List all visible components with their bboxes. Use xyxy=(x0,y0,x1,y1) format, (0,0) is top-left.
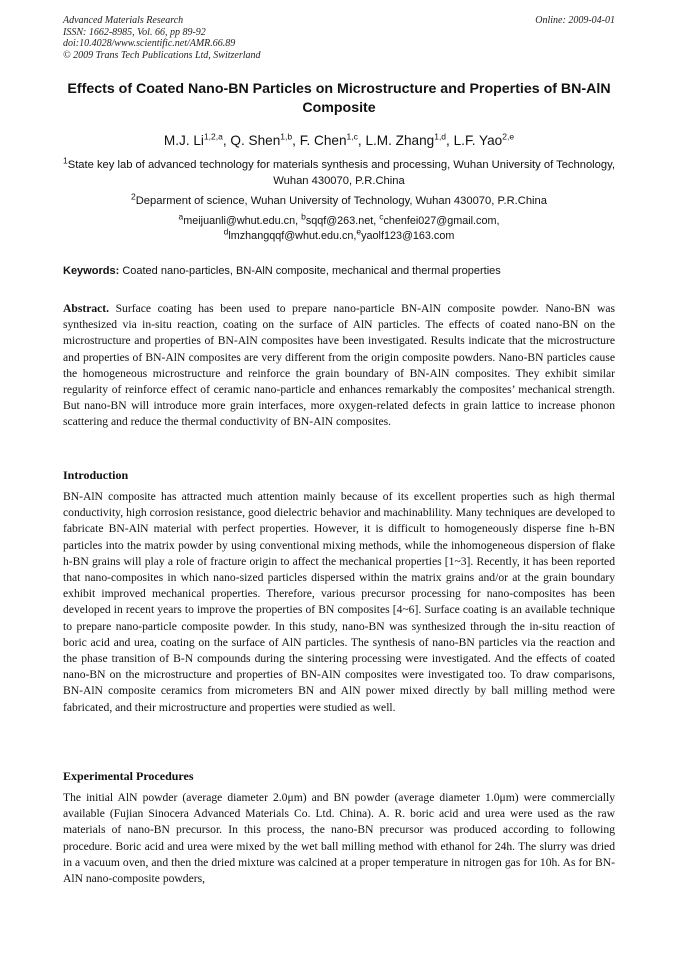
email-superscript: b xyxy=(301,211,306,222)
experimental-heading: Experimental Procedures xyxy=(63,769,194,783)
author-list xyxy=(63,132,615,150)
email-address: chenfei027@gmail.com, xyxy=(383,215,500,227)
author-name: L.F. Yao xyxy=(453,133,503,148)
author-superscript: 1,b xyxy=(280,131,293,142)
journal-copyright: © 2009 Trans Tech Publications Ltd, Switzerland xyxy=(63,49,261,61)
abstract-label: Abstract. xyxy=(63,302,110,315)
author-superscript: 1,2,a xyxy=(203,131,223,142)
author-name: L.M. Zhang xyxy=(365,133,435,148)
author xyxy=(300,133,366,148)
keywords xyxy=(63,264,615,278)
email-superscript: a xyxy=(178,211,184,222)
online-date: Online: 2009-04-01 xyxy=(535,15,615,26)
affiliation-text: Deparment of science, Wuhan University of Technology, Wuhan 430070, P.R.China xyxy=(135,195,547,207)
affiliation-superscript: 2 xyxy=(130,191,136,202)
author-name: F. Chen xyxy=(299,133,347,148)
keywords-label: Keywords: xyxy=(63,265,120,277)
introduction-text: BN-AlN composite has attracted much attention mainly because of its excellent properties such as high thermal conductivity, high corrosion resistance, good dielectric behavior and machinablility. Many techniques are developed to fabricate BN-AlN material with perfect properties. However, it is difficult to homogeneously disperse fine h-BN particles into the matrix powder by using conventional mixing methods, while the inhomogeneous dispersion of flake h-BN grains will play a role of fracture origin to affect the mechanical properties [1~3]. Recently, it has been reported that nano-composites in which nano-sized particles dispersed within the matrix grains and/or at the grain boundary exhibit improved mechanical properties. Therefore, various precursor processing for nano-composites has been developed in recent years to improve the properties of BN composites [4~6]. Surface coating is an available technique to prepare nano-particle composite powder. In this study, nano-BN was synthesized through the in-situ reaction of boric acid and urea, coating on the surface of AlN particles. The synthesis of nano-BN particles via the reaction and the phase transition of B-N compounds during the sintering processing were investigated. And the effects of coated nano-BN on the microstructure and properties of BN-AlN composites were investigated too. To draw comparisons, BN-AlN composite ceramics from micrometers BN and AlN power mixed directly by ball milling method were fabricated, and their microstructure and properties were studied as well. xyxy=(63,490,615,714)
email-address: meijuanli@whut.edu.cn, xyxy=(183,215,302,227)
email-superscript: c xyxy=(379,211,384,222)
abstract xyxy=(63,301,615,431)
abstract-text: Surface coating has been used to prepare nano-particle BN-AlN composite powder. Nano-BN was synthesized via in-situ reaction, coating on the surface of AlN particles. The effects of coated nano-BN on the microstructure and properties of BN-AlN composites have been investigated. Results indicate that the microstructure and properties of BN-AlN composites are very different from the origin composite powders. Nano-BN particles cause the homogeneous microstructure and reinforce the grain boundary of BN-AlN composites. They exhibit similar regularity of reinforce effect of ceramic nano-particle and enhances remarkably the composites’ mechanical strength. But nano-BN will introduce more grain interfaces, more oxygen-related defects in grain lattice to increase phonon scattering and reduce the thermal conductivity of BN-AlN composites. xyxy=(63,302,615,429)
affiliation-2 xyxy=(63,193,615,209)
author-separator: , xyxy=(292,133,300,148)
journal-doi: doi:10.4028/www.scientific.net/AMR.66.89 xyxy=(63,38,236,50)
email-superscript: d xyxy=(223,226,229,237)
author xyxy=(454,133,514,148)
author xyxy=(164,133,231,148)
introduction-heading: Introduction xyxy=(63,468,129,482)
email-address: yaolf123@163.com xyxy=(361,230,455,242)
email-list xyxy=(63,211,615,244)
journal-name: Advanced Materials Research xyxy=(63,15,184,26)
paper-title: Effects of Coated Nano-BN Particles on Microstructure and Properties of BN-AlN Composite xyxy=(67,81,611,116)
affiliation-text: State key lab of advanced technology for materials synthesis and processing, Wuhan University of Technology, Wuhan 430070, P.R.China xyxy=(67,159,615,187)
journal-issn: ISSN: 1662-8985, Vol. 66, pp 89-92 xyxy=(63,26,206,38)
email-superscript: e xyxy=(356,226,362,237)
author-name: Q. Shen xyxy=(230,133,281,148)
email-address: sqqf@263.net, xyxy=(305,215,380,227)
keywords-text: Coated nano-particles, BN-AlN composite, mechanical and thermal properties xyxy=(122,265,501,277)
author-superscript: 1,d xyxy=(434,131,447,142)
author-superscript: 1,c xyxy=(346,131,358,142)
author-superscript: 2,e xyxy=(502,131,515,142)
experimental-text: The initial AlN powder (average diameter 2.0μm) and BN powder (average diameter 1.0μm) were commercially available (Fujian Sinocera Advanced Materials Co. Ltd. China). A. R. boric acid and urea were used as the raw materials of nano-BN precursor. In this process, the nano-BN precursor was produced according to following procedure. Boric acid and urea were mixed by the wet ball milling method with ethanol for 24h. The slurry was dried in a vacuum oven, and then the dried mixture was calcined at a proper temperature in nitrogen gas for 10h. As for BN-AlN nano-composite powders, xyxy=(63,791,615,886)
journal-header xyxy=(63,15,615,61)
author xyxy=(230,133,299,148)
affiliation-1 xyxy=(63,157,615,189)
author-name: M.J. Li xyxy=(163,133,204,148)
email-address: lmzhangqqf@whut.edu.cn, xyxy=(228,230,357,242)
author-separator: , xyxy=(357,133,366,148)
author xyxy=(365,133,453,148)
author-separator: , xyxy=(446,133,454,148)
author-separator: , xyxy=(222,133,231,148)
affiliation-superscript: 1 xyxy=(63,155,68,166)
